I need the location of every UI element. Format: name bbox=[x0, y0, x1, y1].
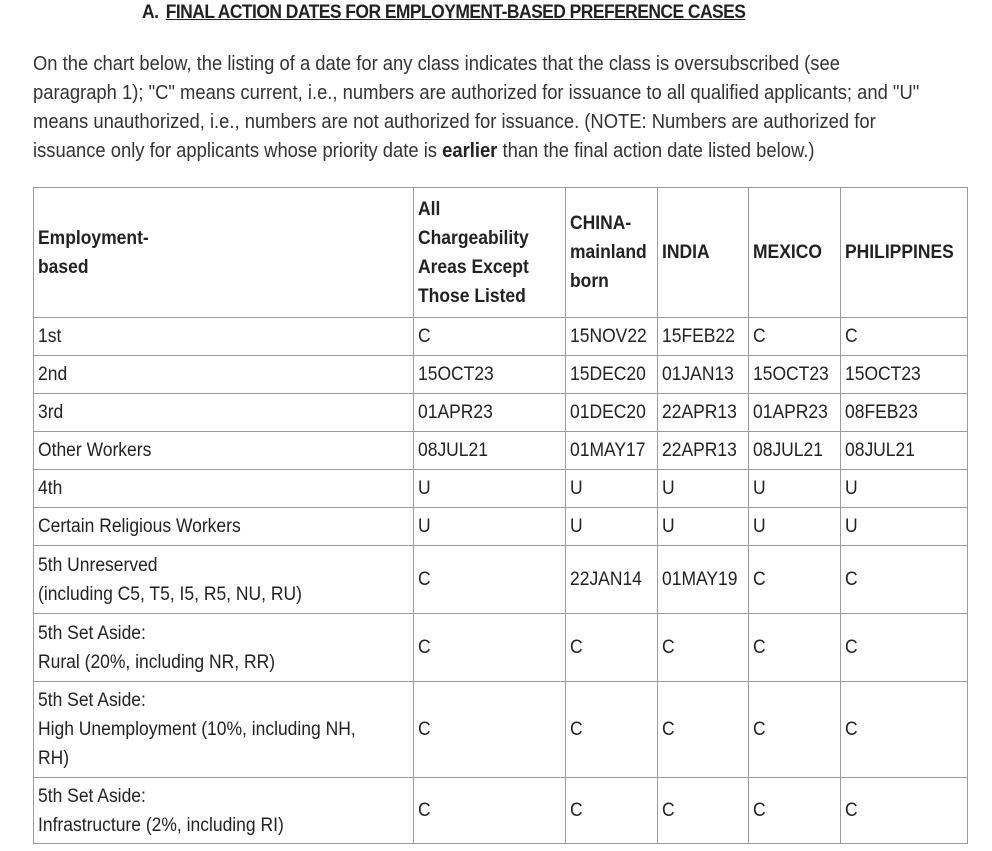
date-value: C bbox=[662, 637, 676, 658]
category-cell bbox=[34, 508, 414, 546]
category-cell bbox=[34, 546, 414, 614]
date-cell bbox=[658, 318, 749, 356]
table-row bbox=[34, 508, 968, 546]
date-value: U bbox=[418, 516, 431, 537]
table-row bbox=[34, 546, 968, 614]
section-title: FINAL ACTION DATES FOR EMPLOYMENT-BASED PREFERENCE CASES bbox=[165, 2, 746, 23]
date-cell bbox=[749, 778, 840, 844]
header-line: CHINA- bbox=[570, 213, 632, 234]
table-row bbox=[34, 470, 968, 508]
date-cell bbox=[749, 546, 840, 614]
date-value: C bbox=[844, 637, 858, 658]
table-row bbox=[34, 614, 968, 682]
header-line: Chargeability bbox=[418, 227, 529, 249]
table-row bbox=[34, 394, 968, 432]
date-cell bbox=[749, 682, 840, 778]
header-philippines bbox=[840, 188, 967, 318]
date-value: 15NOV22 bbox=[570, 326, 647, 347]
date-value: 08FEB23 bbox=[844, 402, 918, 423]
table-row bbox=[34, 778, 968, 844]
date-cell bbox=[566, 318, 658, 356]
date-value: C bbox=[418, 569, 431, 590]
date-value: C bbox=[418, 637, 431, 658]
date-cell bbox=[414, 432, 566, 470]
category-line: Infrastructure (2%, including RI) bbox=[38, 814, 284, 836]
date-cell bbox=[414, 778, 566, 844]
final-action-dates-table bbox=[33, 187, 968, 844]
date-cell bbox=[414, 546, 566, 614]
date-cell bbox=[658, 546, 749, 614]
header-employment-based bbox=[34, 188, 414, 318]
date-cell bbox=[566, 614, 658, 682]
date-cell bbox=[840, 546, 967, 614]
date-value: C bbox=[753, 800, 767, 821]
date-cell bbox=[566, 356, 658, 394]
date-value: C bbox=[753, 569, 767, 590]
date-value: 15DEC20 bbox=[570, 364, 646, 385]
date-value: U bbox=[662, 478, 676, 499]
intro-text: than the final action date listed below.) bbox=[497, 140, 815, 162]
category-line: 2nd bbox=[38, 364, 68, 385]
date-value: U bbox=[844, 478, 858, 499]
date-cell bbox=[658, 614, 749, 682]
date-cell bbox=[840, 470, 967, 508]
date-cell bbox=[658, 508, 749, 546]
date-value: 01APR23 bbox=[418, 402, 493, 423]
date-value: 22APR13 bbox=[662, 440, 738, 461]
date-cell bbox=[414, 508, 566, 546]
header-line: MEXICO bbox=[753, 242, 823, 263]
date-value: 08JUL21 bbox=[418, 440, 488, 461]
section-letter: A. bbox=[142, 2, 159, 23]
date-cell bbox=[749, 432, 840, 470]
category-cell bbox=[34, 778, 414, 844]
category-line: High Unemployment (10%, including NH, bbox=[38, 719, 356, 740]
intro-line: means unauthorized, i.e., numbers are not authorized for issuance. (NOTE: Numbers are authorized for bbox=[33, 111, 876, 133]
date-cell bbox=[840, 394, 967, 432]
date-value: 15FEB22 bbox=[662, 326, 736, 347]
date-cell bbox=[566, 778, 658, 844]
header-all-chargeability bbox=[414, 188, 566, 318]
date-value: 22JAN14 bbox=[570, 569, 642, 590]
header-line: Those Listed bbox=[418, 285, 526, 307]
category-cell bbox=[34, 356, 414, 394]
category-cell bbox=[34, 470, 414, 508]
date-value: 01DEC20 bbox=[570, 402, 646, 423]
header-line: Employment- bbox=[38, 227, 149, 249]
category-line: RH) bbox=[38, 748, 70, 769]
date-value: 08JUL21 bbox=[844, 440, 915, 461]
date-value: U bbox=[418, 478, 431, 499]
header-line: INDIA bbox=[662, 242, 711, 263]
date-value: U bbox=[844, 516, 858, 537]
category-line: Other Workers bbox=[38, 440, 152, 461]
header-india bbox=[658, 188, 749, 318]
category-line: 4th bbox=[38, 478, 63, 499]
date-value: C bbox=[844, 326, 858, 347]
intro-emphasis: earlier bbox=[442, 140, 498, 162]
date-value: 01MAY17 bbox=[570, 440, 646, 461]
category-cell bbox=[34, 394, 414, 432]
category-line: Rural (20%, including NR, RR) bbox=[38, 651, 276, 673]
category-cell bbox=[34, 318, 414, 356]
intro-line: On the chart below, the listing of a date for any class indicates that the class is oversubscribed (see bbox=[33, 53, 840, 75]
header-line: based bbox=[38, 256, 89, 278]
date-cell bbox=[658, 682, 749, 778]
date-value: U bbox=[570, 478, 583, 499]
date-value: C bbox=[753, 719, 767, 740]
date-value: C bbox=[844, 569, 858, 590]
date-cell bbox=[414, 614, 566, 682]
date-value: C bbox=[570, 719, 583, 740]
date-cell bbox=[840, 508, 967, 546]
category-line: 5th Unreserved bbox=[38, 554, 158, 576]
date-cell bbox=[658, 470, 749, 508]
table-row bbox=[34, 356, 968, 394]
table-row bbox=[34, 318, 968, 356]
date-cell bbox=[566, 546, 658, 614]
date-value: C bbox=[418, 719, 431, 740]
date-value: C bbox=[418, 800, 431, 821]
date-cell bbox=[840, 318, 967, 356]
date-cell bbox=[749, 318, 840, 356]
date-cell bbox=[414, 470, 566, 508]
date-cell bbox=[566, 394, 658, 432]
intro-line: paragraph 1); "C" means current, i.e., numbers are authorized for issuance to all qualified applicants; and "U" bbox=[33, 82, 920, 104]
table-row bbox=[34, 682, 968, 778]
date-cell bbox=[658, 356, 749, 394]
date-cell bbox=[749, 614, 840, 682]
date-cell bbox=[566, 470, 658, 508]
date-value: C bbox=[418, 326, 431, 347]
date-value: 01MAY19 bbox=[662, 569, 738, 590]
date-value: 01APR23 bbox=[753, 402, 829, 423]
date-cell bbox=[414, 356, 566, 394]
category-line: Certain Religious Workers bbox=[38, 516, 241, 537]
date-value: 15OCT23 bbox=[418, 364, 494, 385]
header-line: born bbox=[570, 271, 609, 292]
date-cell bbox=[840, 778, 967, 844]
category-line: 5th Set Aside: bbox=[38, 785, 146, 807]
date-value: U bbox=[753, 478, 767, 499]
date-value: C bbox=[753, 326, 767, 347]
intro-line bbox=[33, 137, 879, 166]
category-cell bbox=[34, 614, 414, 682]
date-value: U bbox=[570, 516, 583, 537]
date-value: C bbox=[844, 800, 858, 821]
header-mexico bbox=[749, 188, 840, 318]
category-line: 5th Set Aside: bbox=[38, 690, 146, 711]
intro-paragraph bbox=[33, 50, 920, 166]
date-cell bbox=[414, 394, 566, 432]
section-heading bbox=[142, 2, 745, 24]
category-line: 1st bbox=[38, 326, 62, 347]
table-header-row bbox=[34, 188, 968, 318]
header-line: mainland bbox=[570, 242, 647, 263]
date-cell bbox=[840, 682, 967, 778]
category-line: 5th Set Aside: bbox=[38, 622, 146, 644]
date-value: U bbox=[662, 516, 676, 537]
date-value: 22APR13 bbox=[662, 402, 738, 423]
table-row bbox=[34, 432, 968, 470]
date-value: 08JUL21 bbox=[753, 440, 824, 461]
date-cell bbox=[658, 432, 749, 470]
date-cell bbox=[658, 778, 749, 844]
date-cell bbox=[749, 394, 840, 432]
header-china bbox=[566, 188, 658, 318]
header-line: All bbox=[418, 198, 441, 220]
date-value: C bbox=[844, 719, 858, 740]
intro-text: issuance only for applicants whose priority date is bbox=[33, 140, 443, 162]
date-cell bbox=[840, 614, 967, 682]
category-cell bbox=[34, 432, 414, 470]
date-value: C bbox=[570, 800, 583, 821]
category-line: 3rd bbox=[38, 402, 64, 423]
date-cell bbox=[566, 682, 658, 778]
date-value: C bbox=[662, 800, 676, 821]
date-cell bbox=[414, 318, 566, 356]
date-value: C bbox=[570, 637, 583, 658]
category-cell bbox=[34, 682, 414, 778]
date-value: 15OCT23 bbox=[844, 364, 921, 385]
date-cell bbox=[658, 394, 749, 432]
date-value: 15OCT23 bbox=[753, 364, 830, 385]
date-cell bbox=[414, 682, 566, 778]
date-cell bbox=[566, 432, 658, 470]
date-cell bbox=[566, 508, 658, 546]
header-line: PHILIPPINES bbox=[844, 242, 954, 263]
date-cell bbox=[749, 508, 840, 546]
date-cell bbox=[749, 470, 840, 508]
header-line: Areas Except bbox=[418, 256, 529, 278]
date-value: C bbox=[753, 637, 767, 658]
date-cell bbox=[840, 432, 967, 470]
category-line: (including C5, T5, I5, R5, NU, RU) bbox=[38, 583, 302, 605]
date-value: C bbox=[662, 719, 676, 740]
date-value: 01JAN13 bbox=[662, 364, 735, 385]
date-cell bbox=[749, 356, 840, 394]
date-cell bbox=[840, 356, 967, 394]
date-value: U bbox=[753, 516, 767, 537]
